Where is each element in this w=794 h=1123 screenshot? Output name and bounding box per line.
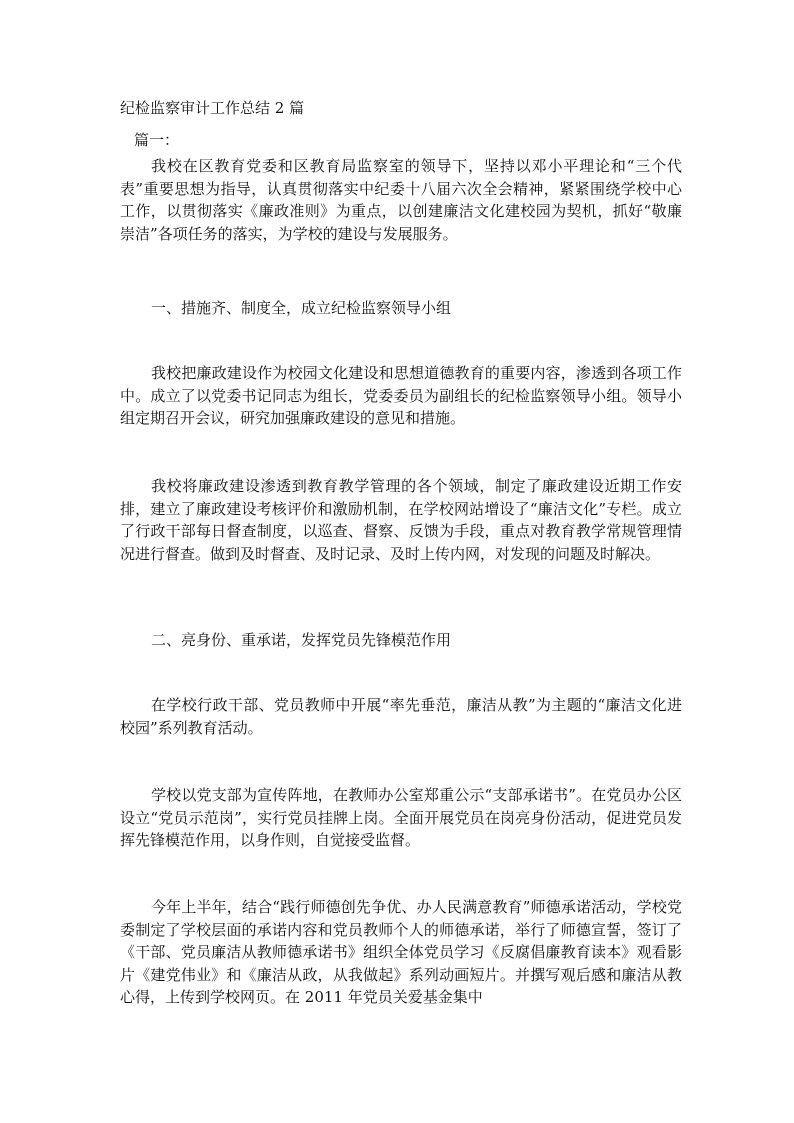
paragraph-5: 今年上半年，结合“践行师德创先争优、办人民满意教育”师德承诺活动，学校党委制定了学校层面的承诺内容和党员教师个人的师德承诺，举行了师德宣誓，签订了《干部、党员廉洁从教师德承诺书》组织全体党员学习《反腐倡廉教育读本》观看影片《建党伟业》和《廉洁从政，从我做起》系列动画短片。并撰写观后感和廉洁从教心得，上传到学校网页。在 2011 年党员关爱基金集中 xyxy=(120,898,682,1006)
paragraph-2: 我校将廉政建设渗透到教育教学管理的各个领域，制定了廉政建设近期工作安排，建立了廉政建设考核评价和激励机制，在学校网站增设了“廉洁文化”专栏。成立了行政干部每日督查制度，以巡查、督察、反馈为手段，重点对教育教学常规管理情况进行督查。做到及时督查、及时记录、及时上传内网，对发现的问题及时解决。 xyxy=(120,477,682,563)
paragraph-intro: 我校在区教育党委和区教育局监察室的领导下，坚持以邓小平理论和“三个代表”重要思想为指导，认真贯彻落实中纪委十八届六次全会精神，紧紧围绕学校中心工作，以贯彻落实《廉政准则》为重点，以创建廉洁文化建校园为契机，抓好“敬廉崇洁”各项任务的落实，为学校的建设与发展服务。 xyxy=(120,157,682,243)
section-heading-2: 二、亮身份、重承诺，发挥党员先锋模范作用 xyxy=(151,631,452,649)
paragraph-4: 学校以党支部为宣传阵地，在教师办公室郑重公示“支部承诺书”。在党员办公区设立“党员示范岗”，实行党员挂牌上岗。全面开展党员在岗亮身份活动，促进党员发挥先锋模范作用，以身作则，自觉接受监督。 xyxy=(120,786,682,849)
document-title: 纪检监察审计工作总结 2 篇 xyxy=(120,99,305,117)
section-heading-1: 一、措施齐、制度全，成立纪检监察领导小组 xyxy=(151,299,452,317)
part-label: 篇一： xyxy=(134,131,180,149)
paragraph-3: 在学校行政干部、党员教师中开展“率先垂范，廉洁从教”为主题的“廉洁文化进校园”系列教育活动。 xyxy=(120,696,682,737)
paragraph-1: 我校把廉政建设作为校园文化建设和思想道德教育的重要内容，渗透到各项工作中。成立了以党委书记同志为组长，党委委员为副组长的纪检监察领导小组。领导小组定期召开会议，研究加强廉政建设的意见和措施。 xyxy=(120,364,682,427)
